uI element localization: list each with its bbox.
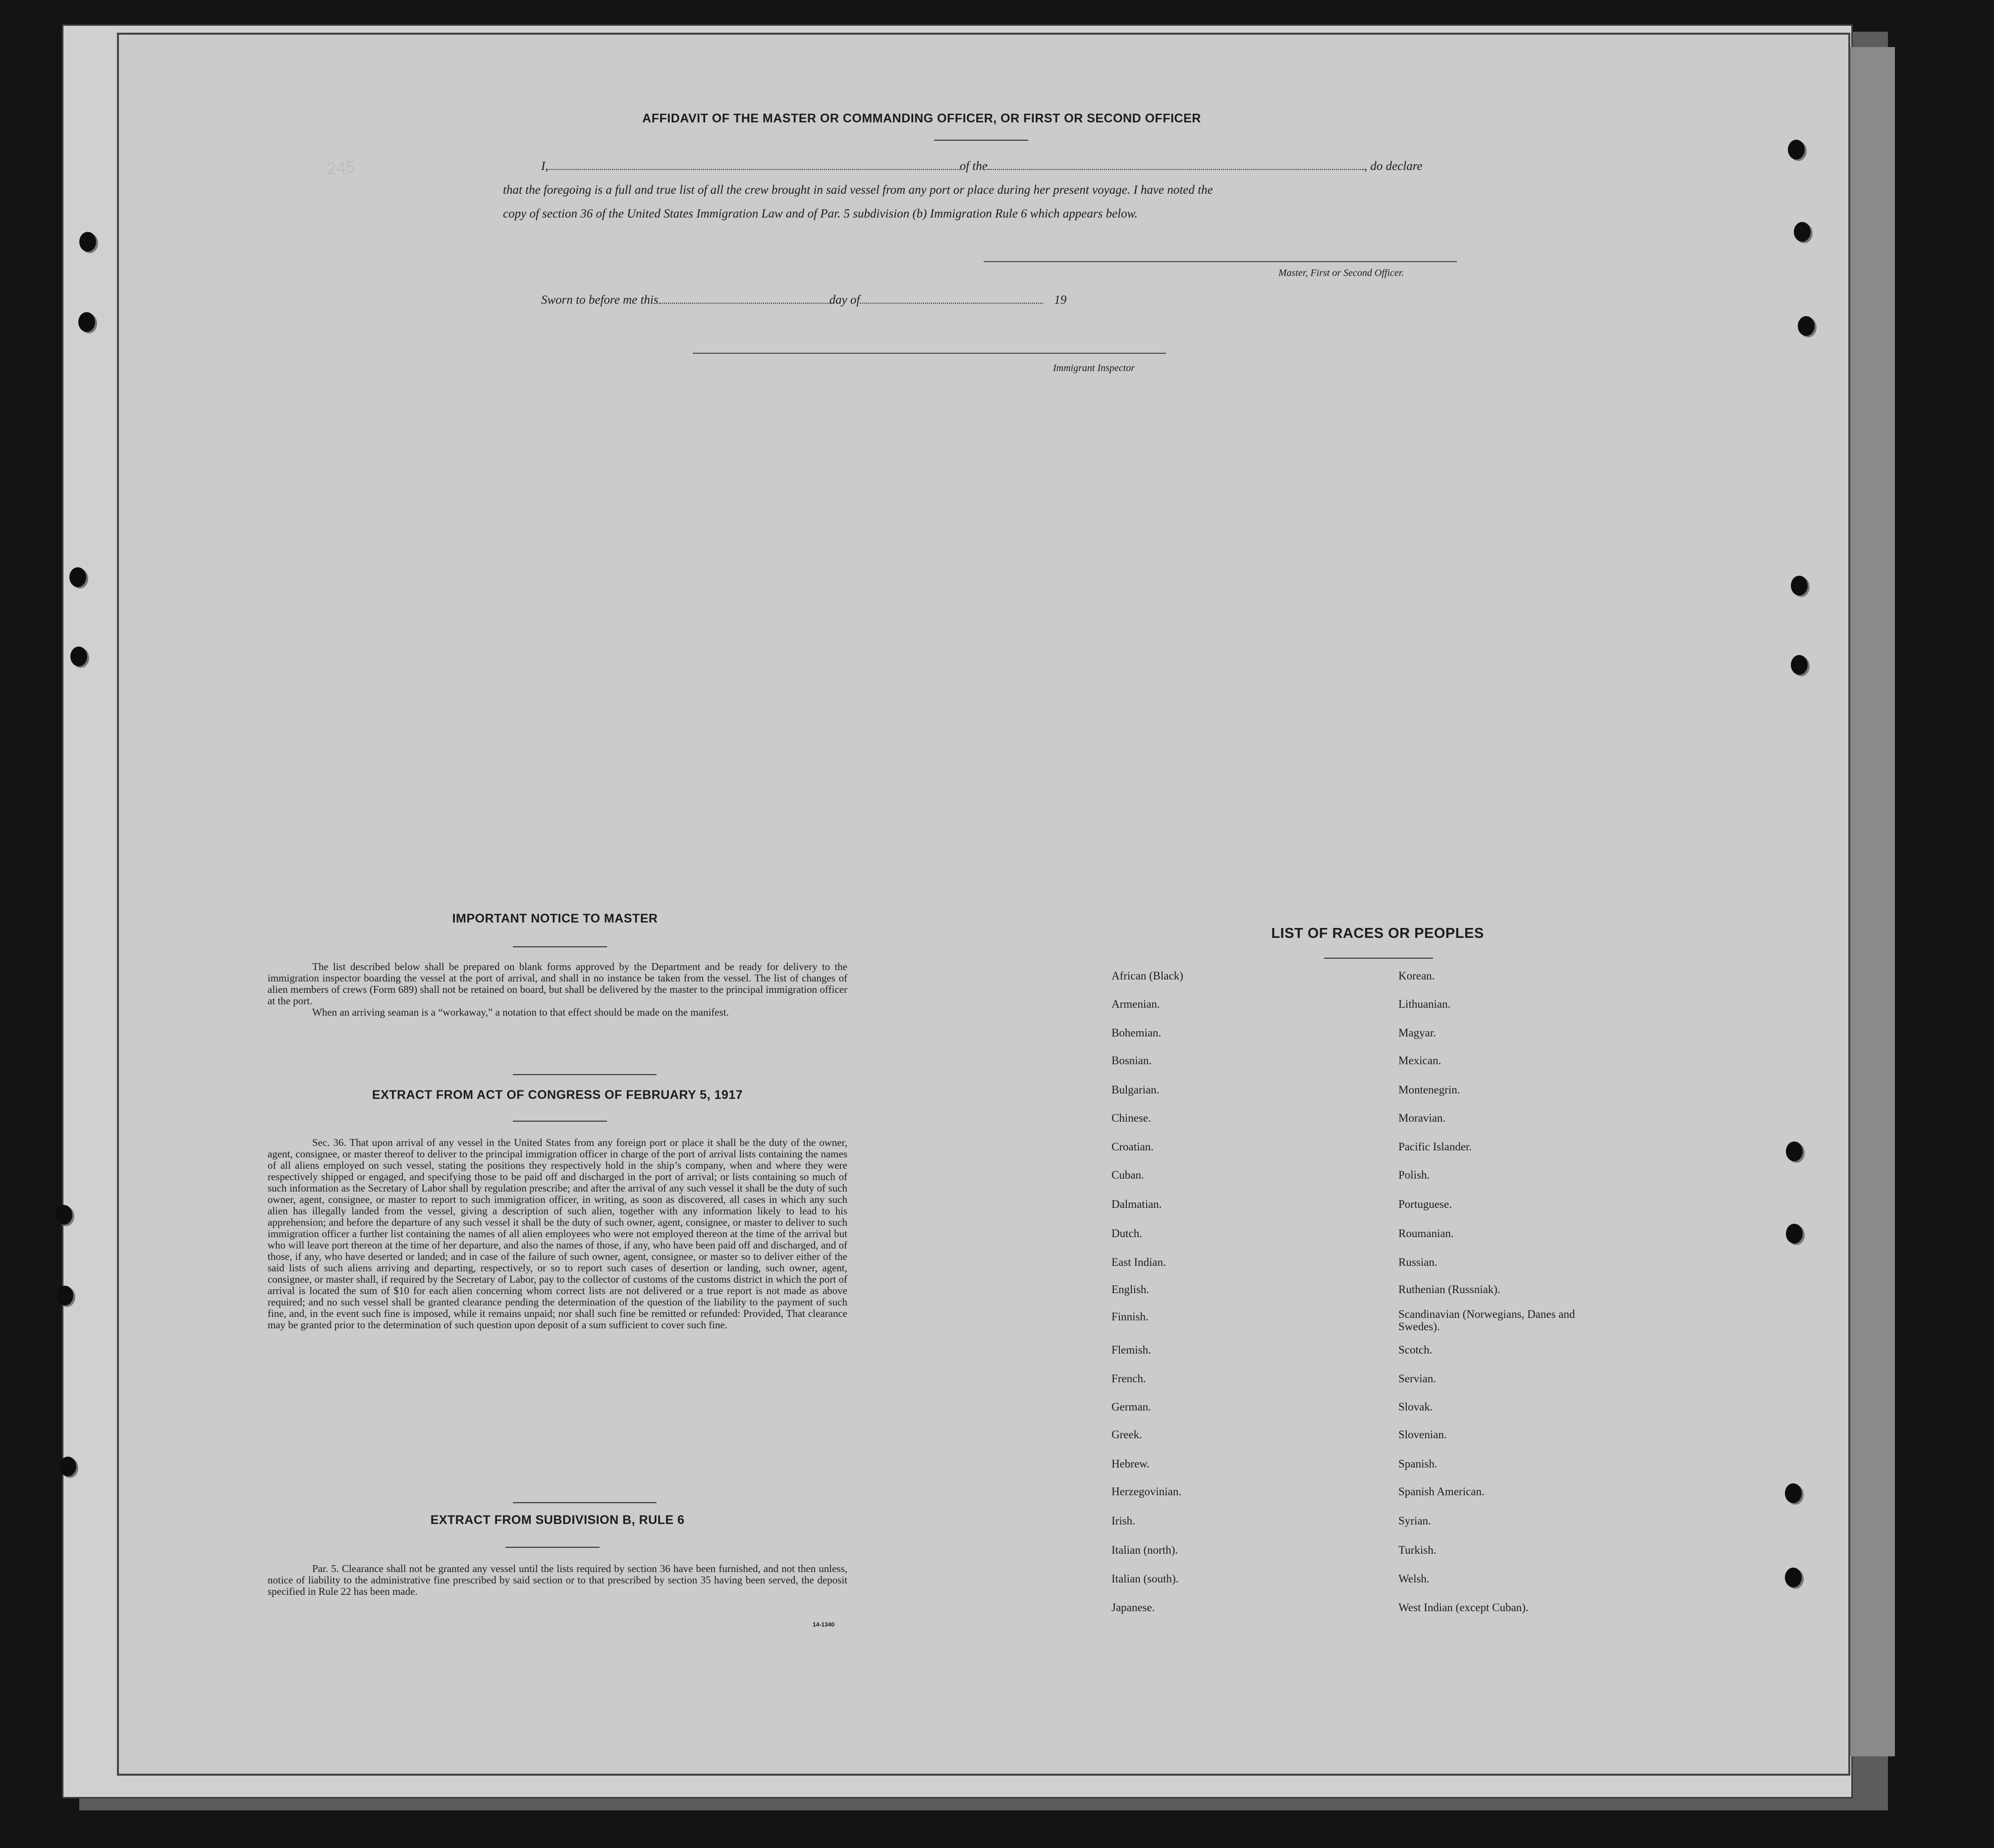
race-item: Hebrew.	[1111, 1458, 1150, 1470]
binder-hole	[1794, 222, 1811, 242]
binder-hole	[1788, 140, 1805, 160]
race-item: Japanese.	[1111, 1601, 1155, 1614]
binder-hole	[1798, 316, 1815, 336]
act-section-36: Sec. 36. That upon arrival of any vessel in the United States from any foreign port or place it shall be the duty of the owner, agent, consignee, or master thereof to deliver to the principal immigration officer in charge of the port of arrival lists containing the names of all aliens employed on such vessel, stating the positions they respectively hold in the ship’s company, when and where they were respectively shipped or engaged, and specifying those to be paid off and discharged in the port of arrival; or lists containing so much of such information as the Secretary of Labor shall by regulation prescribe; and after the arrival of any such vessel it shall be the duty of such owner, agent, consignee, or master to report to such immigration officer, in writing, as soon as discovered, all cases in which any such alien has illegally landed from the vessel, giving a description of such alien, together with any information likely to lead to his apprehension; and before the departure of any such vessel it shall be the duty of such owner, agent, consignee, or master to deliver to such immigration officer a further list containing the names of all alien employees who were not employed thereon at the time of the arrival but who will leave port thereon at the time of her departure, and also the names of those, if any, who have been paid off and discharged, and of those, if any, who have deserted or landed; and in case of the failure of such owner, agent, consignee, or master so to deliver either of the said lists of such aliens arriving and departing, respectively, or so to report such cases of desertion or landing, such owner, agent, consignee, or master shall, if required by the Secretary of Labor, pay to the collector of customs of the customs district in which the port of arrival is located the sum of $10 for each alien concerning whom correct lists are not delivered or a true report is not made as above required; and no such vessel shall be granted clearance pending the determination of the question of the liability to the payment of such fine, and, in the event such fine is imposed, while it remains unpaid; nor shall such fine be remitted or refunded: Provided, That clearance may be granted prior to the determination of such question upon deposit of a sum sufficient to cover such fine.	[268, 1137, 847, 1331]
binder-hole	[1791, 655, 1808, 675]
race-item: Pacific Islander.	[1398, 1141, 1472, 1153]
affidavit-of-the-label: of the	[959, 160, 988, 173]
race-item: Spanish American.	[1398, 1485, 1485, 1498]
race-item: Flemish.	[1111, 1344, 1151, 1356]
race-item: Croatian.	[1111, 1141, 1154, 1153]
race-item: Welsh.	[1398, 1573, 1430, 1585]
binder-hole	[55, 1205, 72, 1225]
day-of-label: day of	[829, 293, 860, 307]
race-item: Scandinavian (Norwegians, Danes and Swedes).	[1398, 1308, 1575, 1333]
divider	[1324, 958, 1433, 959]
race-item: Herzegovinian.	[1111, 1485, 1182, 1498]
binder-hole	[59, 1457, 76, 1476]
master-label: Master, First or Second Officer.	[1278, 268, 1404, 278]
inspector-signature-line	[693, 353, 1166, 354]
binder-hole	[1786, 1224, 1803, 1244]
race-item: Italian (south).	[1111, 1573, 1179, 1585]
race-item: Irish.	[1111, 1515, 1135, 1527]
divider	[505, 1547, 600, 1548]
rule6-title: EXTRACT FROM SUBDIVISION B, RULE 6	[430, 1513, 685, 1527]
race-item: Korean.	[1398, 970, 1435, 982]
sworn-label: Sworn to before me this	[541, 293, 659, 307]
affidavit-line-3: copy of section 36 of the United States Immigration Law and of Par. 5 subdivision (b) Immigration Rule 6 which appears below.	[503, 207, 1138, 220]
binder-hole	[69, 567, 86, 587]
race-item: Chinese.	[1111, 1112, 1151, 1124]
race-item: Lithuanian.	[1398, 998, 1451, 1010]
race-item: Magyar.	[1398, 1027, 1437, 1039]
master-signature-line	[984, 261, 1457, 262]
race-item: Turkish.	[1398, 1544, 1437, 1556]
page-edge-right	[1848, 47, 1895, 1756]
affidavit-i-label: I,	[541, 160, 549, 173]
sworn-line	[541, 293, 1066, 307]
race-item: Russian.	[1398, 1256, 1438, 1268]
race-item: Ruthenian (Russniak).	[1398, 1283, 1500, 1296]
binder-hole	[78, 312, 95, 332]
divider	[513, 1121, 607, 1122]
race-item: African (Black)	[1111, 970, 1183, 982]
binder-hole	[1785, 1483, 1802, 1503]
race-item: Scotch.	[1398, 1344, 1433, 1356]
race-item: Servian.	[1398, 1372, 1437, 1385]
divider	[513, 1074, 657, 1075]
race-item: Finnish.	[1111, 1310, 1149, 1323]
race-item: Bulgarian.	[1111, 1084, 1160, 1096]
vessel-blank	[988, 160, 1364, 170]
year-prefix: 19	[1054, 293, 1067, 307]
divider	[934, 140, 1028, 141]
race-item: Spanish.	[1398, 1458, 1438, 1470]
race-item: Polish.	[1398, 1169, 1430, 1181]
inspector-label: Immigrant Inspector	[1053, 363, 1135, 374]
race-item: Moravian.	[1398, 1112, 1446, 1124]
affidavit-line-2: that the foregoing is a full and true list of all the crew brought in said vessel from any port or place during her present voyage. I have noted the	[503, 183, 1213, 197]
race-item: Roumanian.	[1398, 1227, 1454, 1240]
race-item: West Indian (except Cuban).	[1398, 1601, 1529, 1614]
race-item: Montenegrin.	[1398, 1084, 1460, 1096]
race-item: Italian (north).	[1111, 1544, 1178, 1556]
race-item: Bosnian.	[1111, 1054, 1152, 1067]
affidavit-declare-label: , do declare	[1364, 160, 1423, 173]
race-item: East Indian.	[1111, 1256, 1166, 1268]
binder-hole	[1791, 576, 1808, 596]
act-body	[268, 1137, 847, 1331]
rule6-body	[268, 1563, 847, 1597]
race-item: Syrian.	[1398, 1515, 1431, 1527]
race-item: Greek.	[1111, 1428, 1142, 1441]
affidavit-line-1	[541, 160, 1423, 173]
race-item: Portuguese.	[1398, 1198, 1452, 1210]
race-item: Armenian.	[1111, 998, 1160, 1010]
race-item: French.	[1111, 1372, 1146, 1385]
race-item: Mexican.	[1398, 1054, 1441, 1067]
binder-hole	[79, 232, 96, 252]
race-item: Dutch.	[1111, 1227, 1142, 1240]
binder-hole	[1786, 1141, 1803, 1161]
race-item: Cuban.	[1111, 1169, 1144, 1181]
name-blank	[549, 160, 960, 170]
races-title: LIST OF RACES OR PEOPLES	[1271, 925, 1484, 941]
notice-paragraph-1: The list described below shall be prepared on blank forms approved by the Department and be ready for delivery to the immigration inspector boarding the vessel at the port of arrival, and shall in no instance be taken from the vessel. The list of changes of alien members of crews (Form 689) shall not be retained on board, but shall be delivered by the master to the principal immigration officer at the port.	[268, 961, 847, 1007]
notice-paragraph-2: When an arriving seaman is a “workaway,” a notation to that effect should be made on the manifest.	[312, 1006, 729, 1018]
binder-hole	[1785, 1568, 1802, 1587]
notice-body	[268, 961, 847, 1018]
binder-hole	[70, 647, 87, 666]
race-item: Bohemian.	[1111, 1027, 1162, 1039]
rule6-paragraph-5: Par. 5. Clearance shall not be granted any vessel until the lists required by section 36 have been furnished, and not then unless, notice of liability to the administrative fine prescribed by said section or to that prescribed by section 35 having been served, the deposit specified in Rule 22 has been made.	[268, 1563, 847, 1597]
race-item: Slovenian.	[1398, 1428, 1447, 1441]
form-number: 14-1340	[813, 1621, 835, 1628]
sworn-month-blank	[860, 294, 1043, 304]
race-item: Slovak.	[1398, 1401, 1433, 1413]
affidavit-title: AFFIDAVIT OF THE MASTER OR COMMANDING OFFICER, OR FIRST OR SECOND OFFICER	[642, 111, 1201, 125]
bleed-through-mark: 245	[326, 158, 356, 178]
divider	[513, 1502, 657, 1503]
sworn-day-blank	[659, 294, 830, 304]
notice-title: IMPORTANT NOTICE TO MASTER	[452, 912, 658, 925]
race-item: Dalmatian.	[1111, 1198, 1162, 1210]
race-item: German.	[1111, 1401, 1151, 1413]
binder-hole	[56, 1286, 73, 1305]
act-title: EXTRACT FROM ACT OF CONGRESS OF FEBRUARY 5, 1917	[372, 1088, 743, 1102]
race-item: English.	[1111, 1283, 1150, 1296]
divider	[513, 946, 607, 947]
